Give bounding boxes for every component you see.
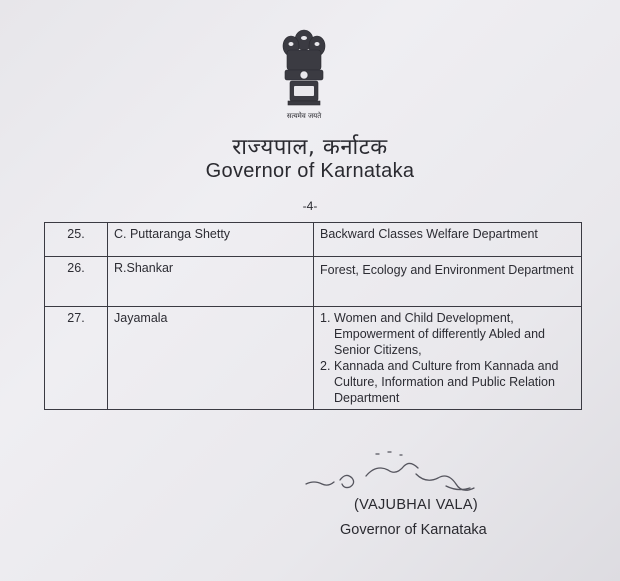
signatory-name: (VAJUBHAI VALA) <box>354 497 479 513</box>
table-row <box>45 257 582 307</box>
table-row <box>45 223 582 257</box>
state-emblem <box>276 24 332 122</box>
list-item <box>320 310 575 358</box>
department-text: Kannada and Culture from Kannada and Culture, Information and Public Relation Department <box>334 359 559 405</box>
emblem-caption: सत्यमेव जयते <box>286 112 322 120</box>
signatory-title: Governor of Karnataka <box>340 522 487 538</box>
row-number: 26. <box>45 257 108 307</box>
department-cell <box>314 223 582 257</box>
minister-name: Jayamala <box>108 307 314 410</box>
minister-name: R.Shankar <box>108 257 314 307</box>
row-number: 27. <box>45 307 108 410</box>
department-text: Forest, Ecology and Environment Department <box>320 263 574 277</box>
table-row <box>45 307 582 410</box>
portfolio-table <box>44 222 582 410</box>
hindi-title: राज्यपाल, कर्नाटक <box>232 135 388 160</box>
row-number: 25. <box>45 223 108 257</box>
department-list <box>320 310 575 406</box>
list-item <box>320 358 575 406</box>
page-number: -4- <box>302 199 318 213</box>
english-title: Governor of Karnataka <box>205 160 415 182</box>
department-text: Backward Classes Welfare Department <box>320 227 538 241</box>
department-text: Women and Child Development, Empowerment of differently Abled and Senior Citizens, <box>334 311 546 357</box>
minister-name: C. Puttaranga Shetty <box>108 223 314 257</box>
department-cell <box>314 307 582 410</box>
department-cell <box>314 257 582 307</box>
list-index: 1. <box>320 311 331 325</box>
list-index: 2. <box>320 359 331 373</box>
